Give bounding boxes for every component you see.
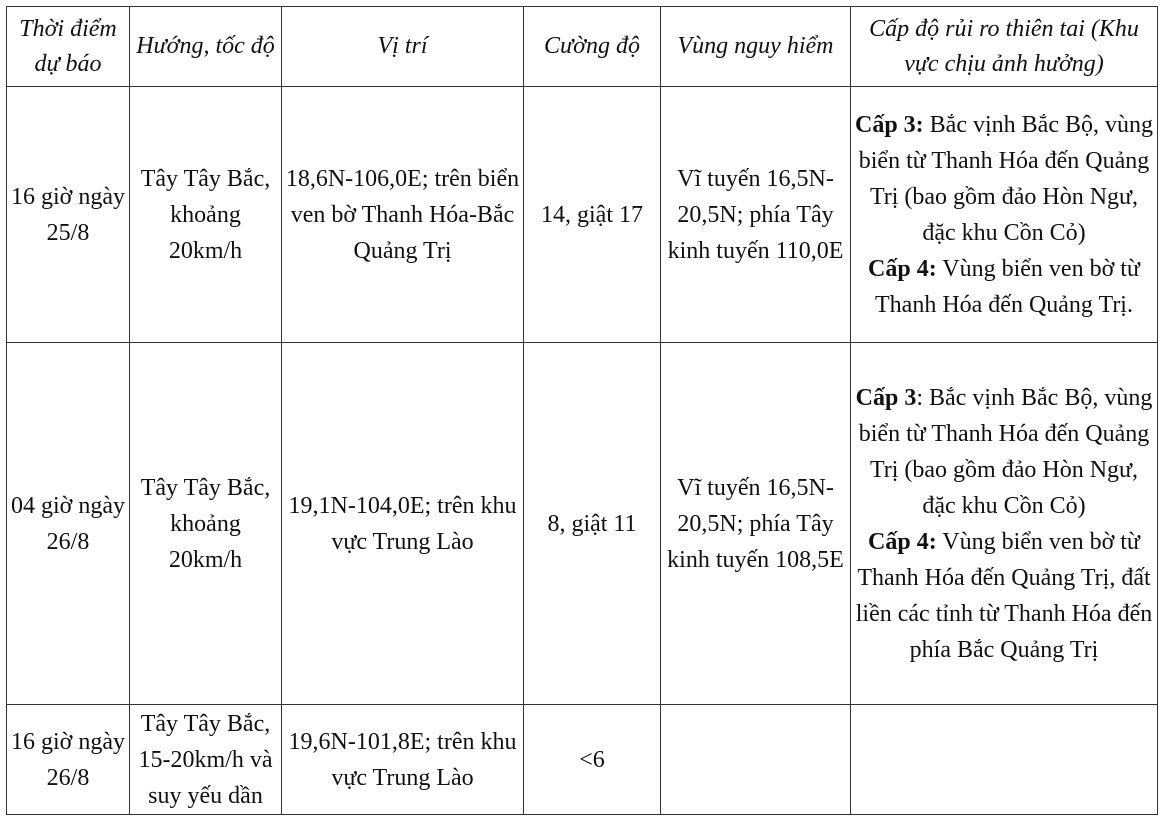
risk-level-4 (853, 524, 1155, 668)
risk-level-3-text: : Bắc vịnh Bắc Bộ, vùng biển từ Thanh Hóa đến Quảng Trị (bao gồm đảo Hòn Ngư, đặc khu Cồn Cỏ) (858, 384, 1153, 519)
risk-level-4-text: Vùng biển ven bờ từ Thanh Hóa đến Quảng Trị, đất liền các tỉnh từ Thanh Hóa đến phía Bắc Quảng Trị (855, 528, 1153, 663)
header-row (7, 7, 1158, 87)
header-position: Vị trí (282, 7, 524, 87)
header-intensity: Cường độ (524, 7, 661, 87)
risk-level-3-label: Cấp 3: (855, 111, 924, 138)
cell-position: 19,6N-101,8E; trên khu vực Trung Lào (282, 705, 524, 815)
risk-level-4 (853, 251, 1155, 323)
cell-position: 19,1N-104,0E; trên khu vực Trung Lào (282, 343, 524, 705)
risk-level-4-text: Vùng biển ven bờ từ Thanh Hóa đến Quảng Trị. (875, 255, 1140, 318)
header-time: Thời điểm dự báo (7, 7, 130, 87)
cell-danger-zone: Vĩ tuyến 16,5N-20,5N; phía Tây kinh tuyến 110,0E (661, 87, 851, 343)
forecast-table (6, 6, 1158, 815)
cell-position: 18,6N-106,0E; trên biển ven bờ Thanh Hóa-Bắc Quảng Trị (282, 87, 524, 343)
cell-intensity: <6 (524, 705, 661, 815)
risk-level-4-label: Cấp 4: (868, 528, 937, 555)
risk-level-3-label: Cấp 3 (855, 384, 917, 411)
table-row (7, 87, 1158, 343)
table-row (7, 343, 1158, 705)
risk-level-3 (853, 107, 1155, 251)
cell-direction: Tây Tây Bắc, khoảng 20km/h (130, 343, 282, 705)
cell-intensity: 14, giật 17 (524, 87, 661, 343)
header-direction: Hướng, tốc độ (130, 7, 282, 87)
risk-level-3 (853, 380, 1155, 524)
risk-level-4-label: Cấp 4: (868, 255, 937, 282)
cell-direction: Tây Tây Bắc, 15-20km/h và suy yếu dần (130, 705, 282, 815)
cell-risk-level (851, 87, 1158, 343)
table-row (7, 705, 1158, 815)
cell-time: 16 giờ ngày 25/8 (7, 87, 130, 343)
cell-risk-level (851, 705, 1158, 815)
header-danger-zone: Vùng nguy hiểm (661, 7, 851, 87)
header-risk-level: Cấp độ rủi ro thiên tai (Khu vực chịu ảnh hưởng) (851, 7, 1158, 87)
cell-risk-level (851, 343, 1158, 705)
cell-direction: Tây Tây Bắc, khoảng 20km/h (130, 87, 282, 343)
cell-danger-zone (661, 705, 851, 815)
cell-time: 04 giờ ngày 26/8 (7, 343, 130, 705)
cell-intensity: 8, giật 11 (524, 343, 661, 705)
cell-time: 16 giờ ngày 26/8 (7, 705, 130, 815)
risk-level-3-text: Bắc vịnh Bắc Bộ, vùng biển từ Thanh Hóa đến Quảng Trị (bao gồm đảo Hòn Ngư, đặc khu Cồn Cỏ) (858, 111, 1153, 246)
cell-danger-zone: Vĩ tuyến 16,5N-20,5N; phía Tây kinh tuyến 108,5E (661, 343, 851, 705)
